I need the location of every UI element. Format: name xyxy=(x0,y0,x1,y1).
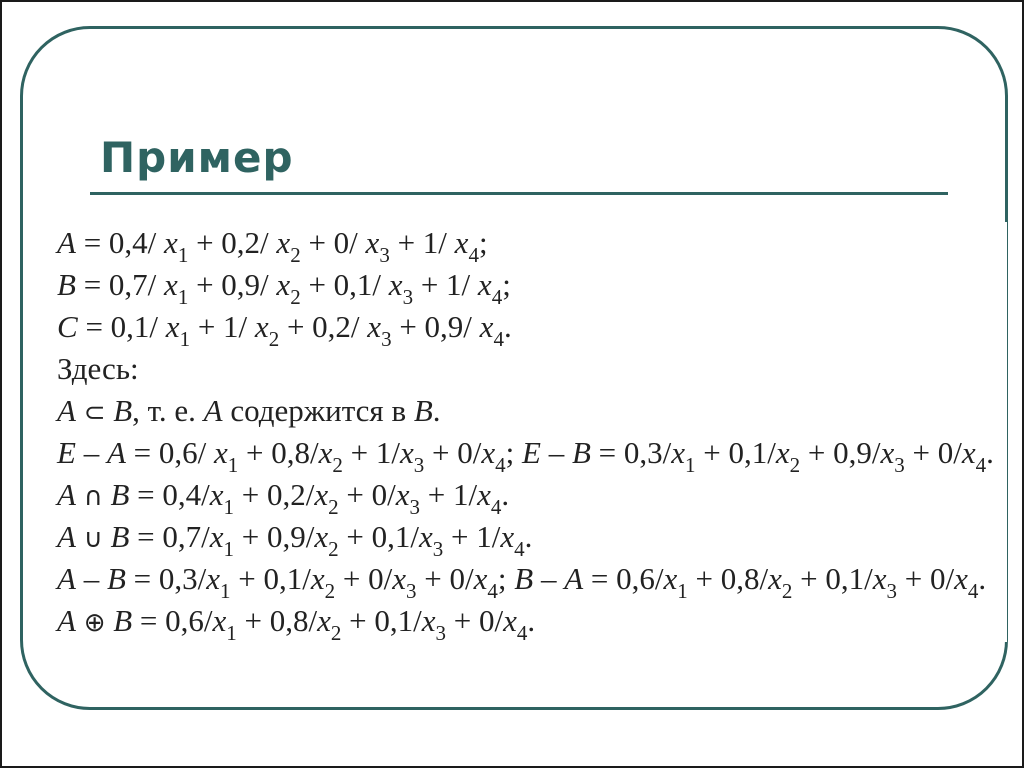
term: = 0,7/ xyxy=(129,519,210,554)
term: = 0,3/ xyxy=(125,561,207,596)
term: + 0,2/ xyxy=(279,309,368,344)
formula-block xyxy=(57,222,1007,645)
terminator: . xyxy=(501,477,510,512)
subscript: 2 xyxy=(324,579,336,603)
set-name: A xyxy=(57,477,76,512)
variable: x xyxy=(209,477,224,512)
variable: x xyxy=(419,519,433,554)
set-name: C xyxy=(57,309,78,344)
variable: x xyxy=(317,603,331,638)
formula-complements xyxy=(57,432,1007,477)
oplus-symbol: ⊕ xyxy=(83,608,106,638)
subscript: 1 xyxy=(179,327,191,351)
terminator: . xyxy=(503,309,512,344)
formula-set-a xyxy=(57,222,1007,267)
subscript: 4 xyxy=(490,495,502,519)
terminator: . xyxy=(978,561,987,596)
subscript: 4 xyxy=(975,453,987,477)
terminator: ; xyxy=(478,225,488,260)
subscript: 4 xyxy=(514,537,525,561)
variable: x xyxy=(399,435,414,470)
variable: x xyxy=(212,603,227,638)
variable: x xyxy=(671,435,685,470)
separator: ; xyxy=(497,561,515,596)
variable: x xyxy=(276,267,291,302)
variable: x xyxy=(481,435,496,470)
term: + 0,9/ xyxy=(391,309,480,344)
set-name: A xyxy=(57,603,76,638)
set-name: B xyxy=(113,393,133,428)
set-name: A xyxy=(57,561,76,596)
terminator: ; xyxy=(502,267,511,302)
variable: x xyxy=(961,435,976,470)
subscript: 3 xyxy=(432,537,444,561)
variable: x xyxy=(310,561,325,596)
variable: x xyxy=(503,603,517,638)
term: + 0,1/ xyxy=(230,561,311,596)
variable: x xyxy=(365,225,380,260)
formula-set-c xyxy=(57,306,1007,351)
subscript: 3 xyxy=(435,621,447,645)
set-name: A xyxy=(203,393,223,428)
terminator: . xyxy=(527,603,536,638)
subscript: 3 xyxy=(379,243,390,267)
variable: x xyxy=(318,435,333,470)
subscript: 1 xyxy=(223,495,235,519)
operator: – xyxy=(75,435,107,470)
subscript: 3 xyxy=(402,285,414,309)
set-name: B xyxy=(110,477,130,512)
variable: x xyxy=(164,225,178,260)
text: , т. е. xyxy=(132,393,204,428)
operator: – xyxy=(75,561,107,596)
term: + 0,1/ xyxy=(695,435,776,470)
subscript: 3 xyxy=(894,453,905,477)
subscript: 2 xyxy=(781,579,793,603)
formula-intersection xyxy=(57,474,1007,519)
term: + 0,9/ xyxy=(800,435,881,470)
variable: x xyxy=(768,561,782,596)
variable: x xyxy=(314,519,329,554)
variable: x xyxy=(314,477,329,512)
formula-union xyxy=(57,516,1007,561)
text: содержится в xyxy=(222,393,414,428)
subscript: 4 xyxy=(468,243,479,267)
term: + 1/ xyxy=(190,309,255,344)
subscript: 2 xyxy=(330,621,342,645)
formula-set-b xyxy=(57,264,1007,309)
term: + 1/ xyxy=(389,225,455,260)
subscript: 2 xyxy=(328,537,339,561)
variable: x xyxy=(880,435,895,470)
set-name: B xyxy=(413,393,433,428)
variable: x xyxy=(367,309,382,344)
subscript: 3 xyxy=(886,579,897,603)
variable: x xyxy=(500,519,515,554)
variable: x xyxy=(775,435,790,470)
subscript: 1 xyxy=(177,285,189,309)
subscript: 3 xyxy=(409,495,421,519)
term: = 0,4/ xyxy=(75,225,165,260)
operator: – xyxy=(533,561,565,596)
terminator: . xyxy=(524,519,533,554)
term: + 1/ xyxy=(443,519,501,554)
set-name: B xyxy=(514,561,534,596)
term: + 1/ xyxy=(420,477,478,512)
formula-symmetric-difference xyxy=(57,600,1007,645)
set-name: B xyxy=(113,603,133,638)
term: = 0,7/ xyxy=(75,267,165,302)
subscript: 2 xyxy=(328,495,339,519)
term: + 0/ xyxy=(300,225,366,260)
subscript: 1 xyxy=(220,579,231,603)
set-name: A xyxy=(57,393,76,428)
subset-symbol: ⊂ xyxy=(83,398,106,428)
term: + 0,8/ xyxy=(236,603,318,638)
term: + 0,9/ xyxy=(188,267,277,302)
set-name: A xyxy=(57,225,76,260)
variable: x xyxy=(392,561,406,596)
term: + 0,1/ xyxy=(341,603,422,638)
title-underline xyxy=(90,192,948,195)
set-name: E xyxy=(57,435,76,470)
term: + 0,1/ xyxy=(300,267,389,302)
union-symbol: ∪ xyxy=(83,524,103,554)
variable: x xyxy=(479,309,494,344)
subscript: 1 xyxy=(685,453,696,477)
variable: x xyxy=(473,561,488,596)
term: + 0,8/ xyxy=(238,435,319,470)
set-name: A xyxy=(564,561,584,596)
term: = 0,1/ xyxy=(77,309,166,344)
term: = 0,4/ xyxy=(129,477,210,512)
subscript: 1 xyxy=(677,579,688,603)
term: + 0,1/ xyxy=(338,519,420,554)
inclusion-statement xyxy=(57,390,1007,432)
subscript: 4 xyxy=(487,579,498,603)
subscript: 2 xyxy=(290,243,301,267)
formula-differences xyxy=(57,558,1007,603)
term: + 0/ xyxy=(446,603,504,638)
subscript: 3 xyxy=(406,579,417,603)
set-name: B xyxy=(571,435,591,470)
terminator: . xyxy=(432,393,441,428)
variable: x xyxy=(395,477,410,512)
variable: x xyxy=(165,309,180,344)
variable: x xyxy=(206,561,220,596)
variable: x xyxy=(663,561,678,596)
subscript: 1 xyxy=(177,243,189,267)
term: + 0,1/ xyxy=(792,561,873,596)
term: + 0,8/ xyxy=(687,561,769,596)
subscript: 4 xyxy=(967,579,979,603)
variable: x xyxy=(276,225,291,260)
subscript: 4 xyxy=(495,453,506,477)
set-name: B xyxy=(57,267,76,302)
variable: x xyxy=(164,267,178,302)
term: = 0,3/ xyxy=(590,435,672,470)
term: + 0/ xyxy=(416,561,474,596)
term: + 0,2/ xyxy=(188,225,277,260)
variable: x xyxy=(421,603,436,638)
slide-title: Пример xyxy=(100,133,294,182)
variable: x xyxy=(477,267,492,302)
set-name: A xyxy=(106,435,126,470)
variable: x xyxy=(954,561,968,596)
variable: x xyxy=(388,267,403,302)
here-label: Здесь: xyxy=(57,351,139,386)
variable: x xyxy=(254,309,269,344)
term: + 0/ xyxy=(897,561,955,596)
variable: x xyxy=(454,225,469,260)
subscript: 2 xyxy=(268,327,280,351)
intersection-symbol: ∩ xyxy=(83,482,103,512)
term: + 0/ xyxy=(904,435,962,470)
term: + 0/ xyxy=(424,435,482,470)
subscript: 4 xyxy=(493,327,504,351)
subscript: 1 xyxy=(226,621,237,645)
variable: x xyxy=(872,561,887,596)
term: = 0,6/ xyxy=(583,561,664,596)
subscript: 3 xyxy=(413,453,425,477)
term: + 0,9/ xyxy=(234,519,315,554)
operator: – xyxy=(540,435,572,470)
subscript: 2 xyxy=(290,285,301,309)
term: + 0/ xyxy=(335,561,393,596)
subscript: 4 xyxy=(491,285,503,309)
subscript: 2 xyxy=(332,453,343,477)
variable: x xyxy=(477,477,491,512)
subscript: 4 xyxy=(516,621,528,645)
set-name: B xyxy=(106,561,126,596)
term: + 1/ xyxy=(342,435,400,470)
subscript: 1 xyxy=(227,453,239,477)
term: + 0/ xyxy=(338,477,396,512)
subscript: 2 xyxy=(789,453,801,477)
subscript: 3 xyxy=(381,327,392,351)
set-name: A xyxy=(57,519,76,554)
term: = 0,6/ xyxy=(125,435,214,470)
separator: ; xyxy=(505,435,522,470)
subscript: 1 xyxy=(223,537,235,561)
term: + 1/ xyxy=(413,267,478,302)
set-name: E xyxy=(522,435,541,470)
set-name: B xyxy=(110,519,130,554)
term: = 0,6/ xyxy=(132,603,213,638)
variable: x xyxy=(213,435,228,470)
term: + 0,2/ xyxy=(234,477,315,512)
variable: x xyxy=(209,519,224,554)
terminator: . xyxy=(986,435,994,470)
